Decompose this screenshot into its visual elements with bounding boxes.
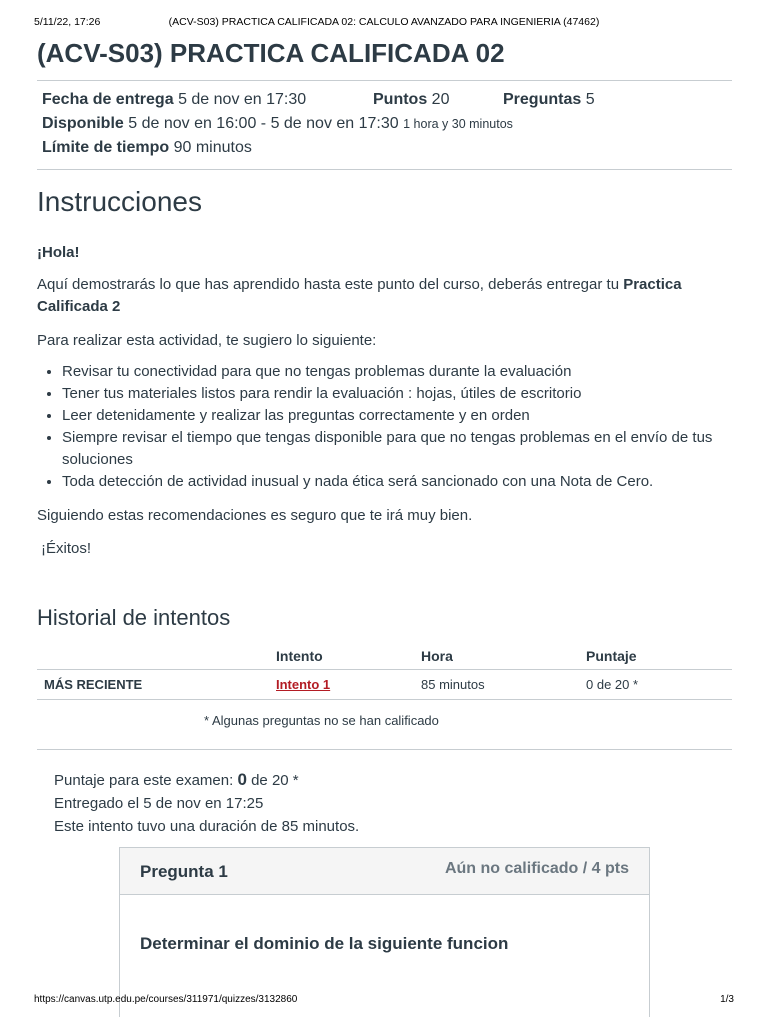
duration-text: Este intento tuvo una duración de 85 minutos. xyxy=(54,818,360,835)
success-text: ¡Éxitos! xyxy=(41,540,92,557)
instructions-heading: Instrucciones xyxy=(37,186,202,217)
due-label: Fecha de entrega xyxy=(42,91,174,108)
questions-value: 5 xyxy=(585,91,595,108)
score-suffix: de 20 * xyxy=(246,772,299,789)
tips-list xyxy=(37,361,752,493)
quiz-title: (ACV-S03) PRACTICA CALIFICADA 02 xyxy=(37,38,505,68)
print-document-title: (ACV-S03) PRACTICA CALIFICADA 02: CALCULO AVANZADO PARA INGENIERIA (47462) xyxy=(168,16,600,28)
available-value: 5 de nov en 16:00 - 5 de nov en 17:30 xyxy=(128,115,399,132)
list-item: • Revisar tu conectividad para que no tengas problemas durante la evaluación xyxy=(62,361,752,383)
divider xyxy=(37,749,732,750)
question-name: Pregunta 1 xyxy=(140,862,228,881)
due-value: 5 de nov en 17:30 xyxy=(178,91,307,108)
question-status: Aún no calificado / 4 pts xyxy=(444,860,629,877)
table-header-row xyxy=(37,641,732,670)
column-header-score: Puntaje xyxy=(586,641,732,670)
list-item: • Siempre revisar el tiempo que tengas disponible para que no tengas problemas en el envío de tus soluciones xyxy=(62,427,752,471)
questions-label: Preguntas xyxy=(503,91,582,108)
attempt-cell xyxy=(276,670,421,700)
question-card xyxy=(119,847,650,1017)
list-item: • Toda detección de actividad inusual y nada ética será sancionado con una Nota de Cero. xyxy=(62,471,752,493)
time-limit-row xyxy=(42,139,252,157)
points-value: 20 xyxy=(431,91,450,108)
time-limit-value: 90 minutos xyxy=(173,139,252,156)
due-date-row xyxy=(42,91,306,109)
question-header xyxy=(120,848,649,895)
points-row xyxy=(373,91,449,109)
print-datetime: 5/11/22, 17:26 xyxy=(34,16,101,28)
question-text: Determinar el dominio de la siguiente funcion xyxy=(140,934,509,953)
most-recent-label: MÁS RECIENTE xyxy=(37,670,276,700)
attempt-link[interactable]: Intento 1 xyxy=(276,677,331,692)
intro-text: Aquí demostrarás lo que has aprendido hasta este punto del curso, deberás entregar tu xyxy=(37,276,624,293)
divider xyxy=(37,80,732,81)
list-item: • Tener tus materiales listos para rendir la evaluación : hojas, útiles de escritorio xyxy=(62,383,752,405)
greeting: ¡Hola! xyxy=(37,244,80,261)
attempt-history-table xyxy=(37,641,732,700)
available-duration: 1 hora y 30 minutos xyxy=(403,117,513,131)
score-prefix: Puntaje para este examen: xyxy=(54,772,238,789)
suggest-text: Para realizar esta actividad, te sugiero lo siguiente: xyxy=(37,332,377,349)
column-header-attempt: Intento xyxy=(276,641,421,670)
questions-row xyxy=(503,91,595,109)
page-url: https://canvas.utp.edu.pe/courses/311971/quizzes/3132860 xyxy=(34,994,298,1005)
closing-text: Siguiendo estas recomendaciones es seguro que te irá muy bien. xyxy=(37,507,473,524)
available-row xyxy=(42,115,513,133)
intro-bold: Practica Calificada 2 xyxy=(37,276,682,315)
ungraded-note: * Algunas preguntas no se han calificado xyxy=(204,713,439,728)
available-label: Disponible xyxy=(42,115,124,132)
column-header-time: Hora xyxy=(421,641,586,670)
table-row xyxy=(37,670,732,700)
score-value: 0 xyxy=(237,770,247,789)
column-header-label xyxy=(37,641,276,670)
list-item: • Leer detenidamente y realizar las preguntas correctamente y en orden xyxy=(62,405,752,427)
divider xyxy=(37,169,732,170)
time-limit-label: Límite de tiempo xyxy=(42,139,170,156)
score-line xyxy=(54,768,299,792)
submitted-text: Entregado el 5 de nov en 17:25 xyxy=(54,795,264,812)
intro-paragraph xyxy=(37,274,727,318)
points-label: Puntos xyxy=(373,91,428,108)
history-heading: Historial de intentos xyxy=(37,605,231,630)
score-cell: 0 de 20 * xyxy=(586,670,732,700)
time-cell: 85 minutos xyxy=(421,670,586,700)
page-number: 1/3 xyxy=(720,994,734,1005)
